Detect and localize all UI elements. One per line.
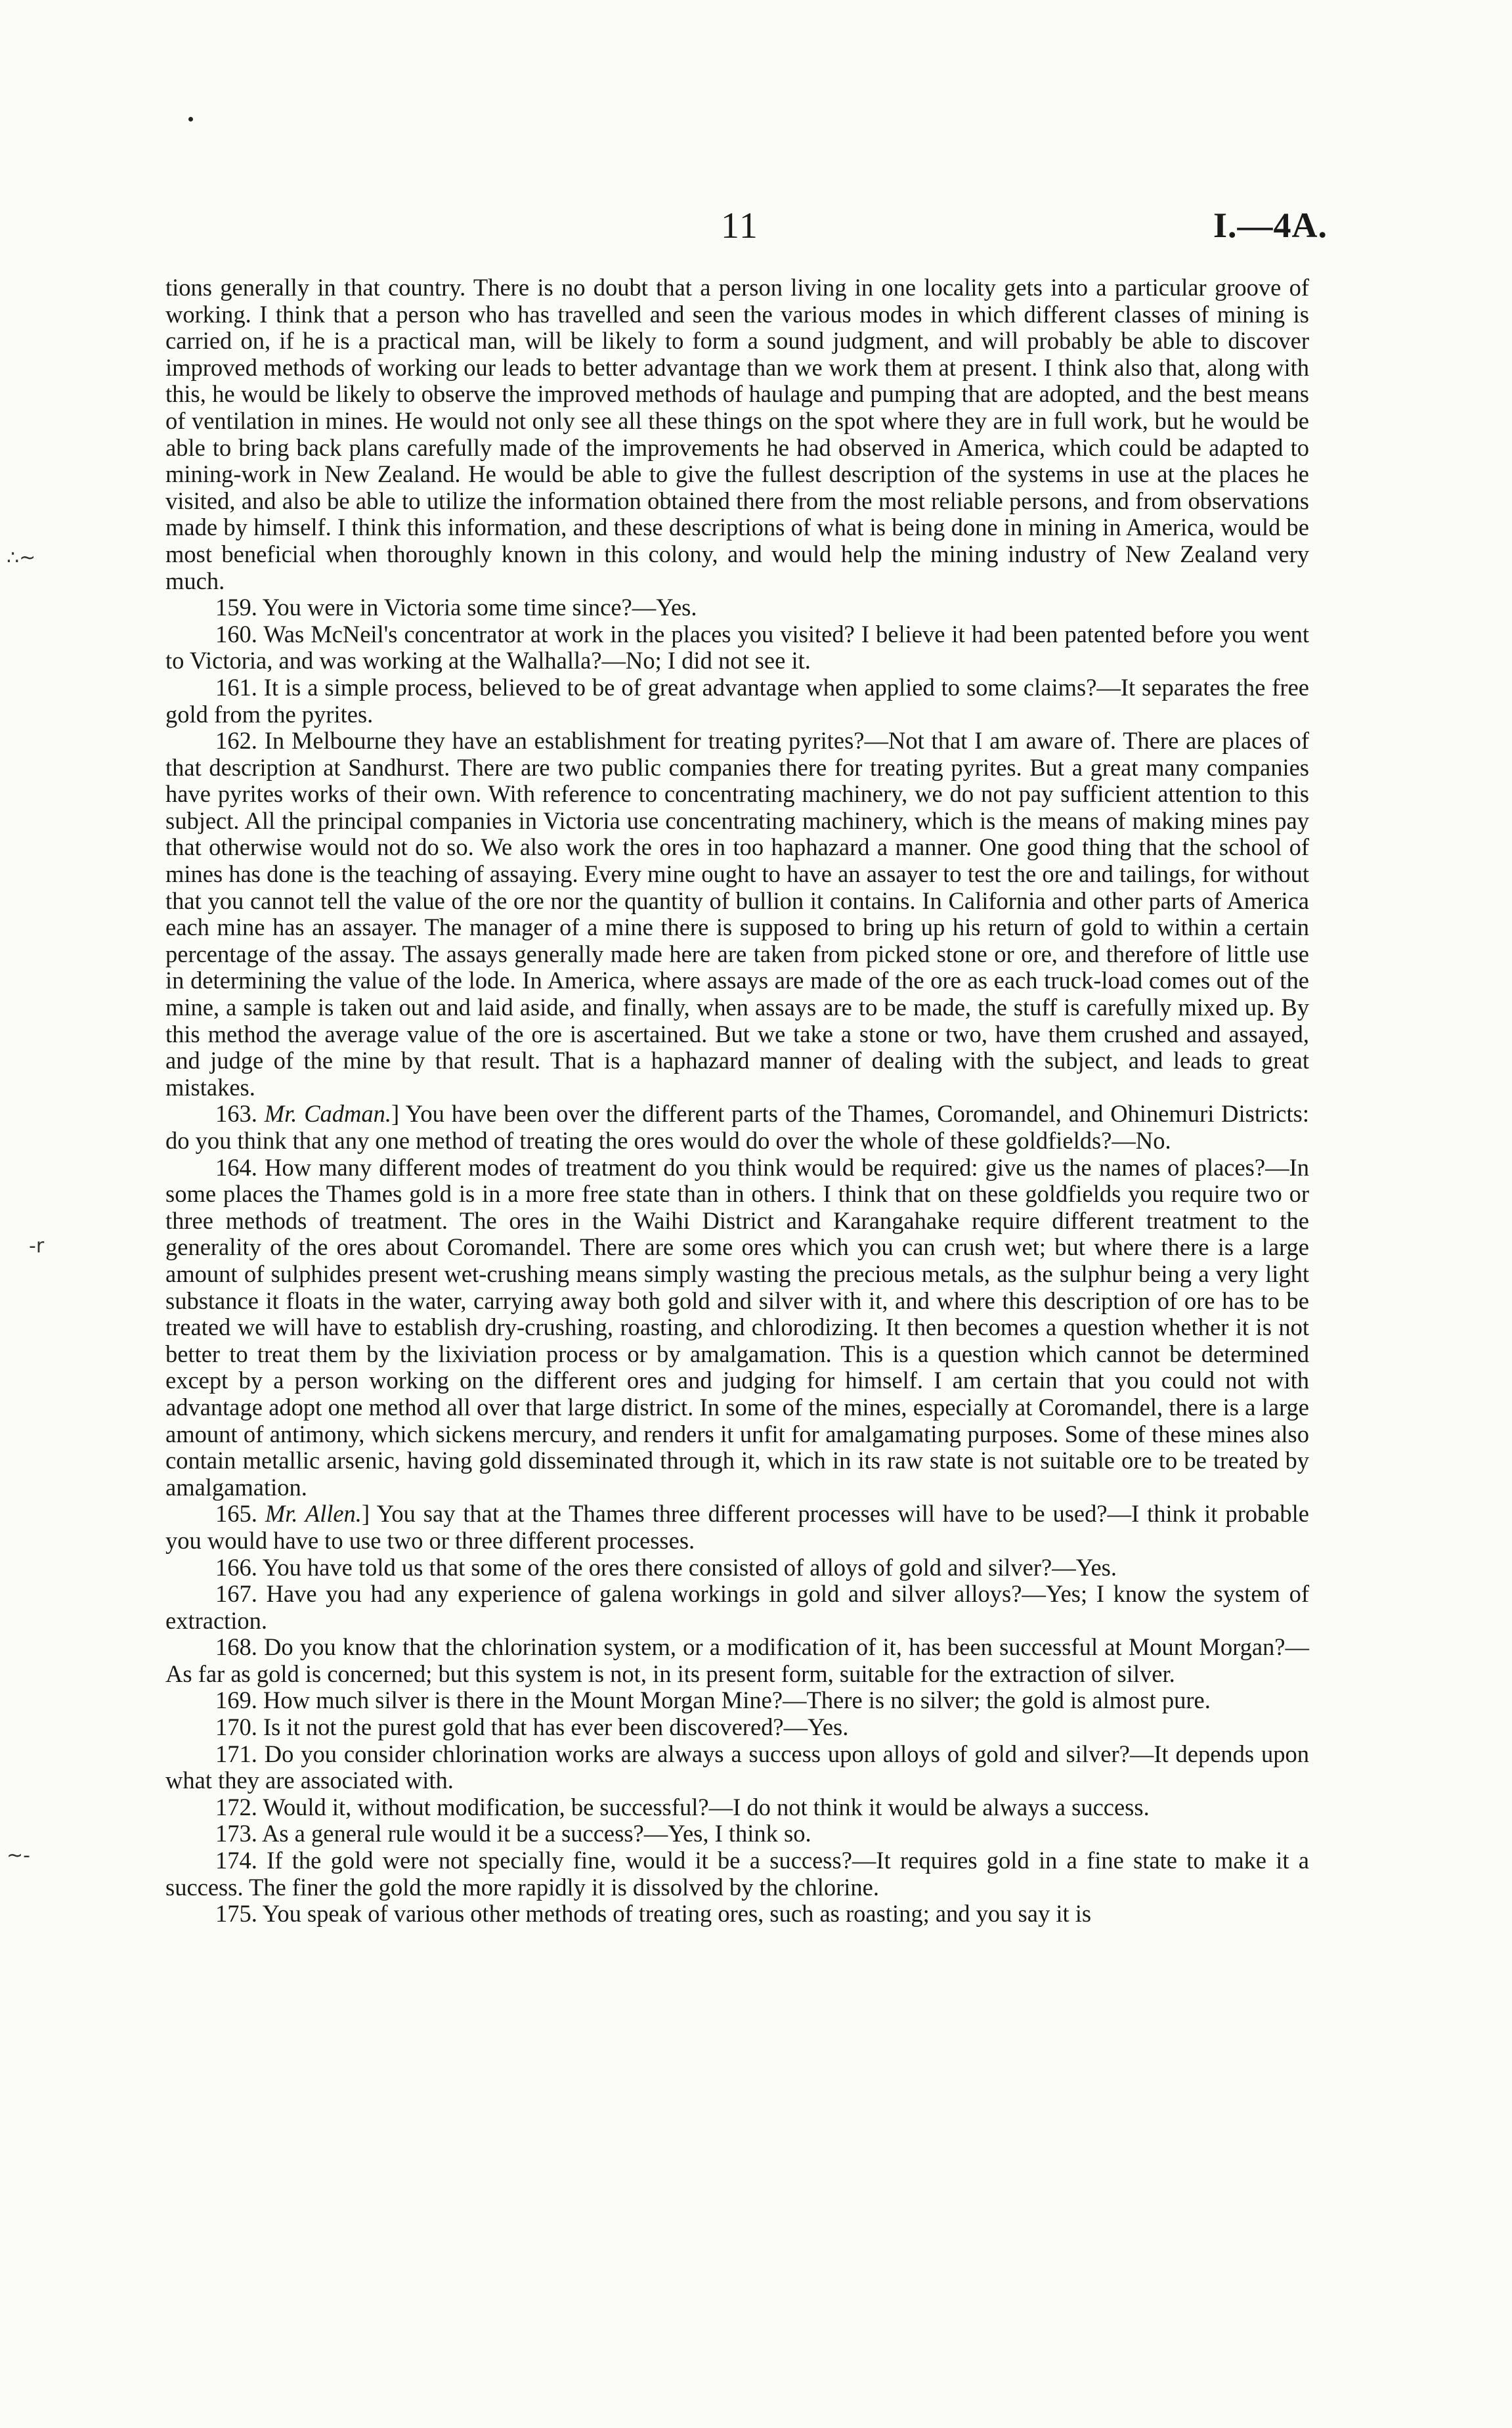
question-159: 159. You were in Victoria some time since?—Yes. <box>215 594 697 621</box>
question-number: 163. <box>215 1100 257 1128</box>
question-165 <box>165 1501 1309 1554</box>
question-175: 175. You speak of various other methods of treating ores, such as roasting; and you say it is <box>215 1900 1092 1928</box>
question-174: 174. If the gold were not specially fine, would it be a success?—It requires gold in a fine state to make it a success. The finer the gold the more rapidly it is dissolved by the chlorine. <box>165 1847 1309 1901</box>
page-header <box>0 205 1512 257</box>
page-number: 11 <box>721 206 759 246</box>
speaker-name: Mr. Cadman. <box>264 1100 392 1128</box>
question-171: 171. Do you consider chlorination works are always a success upon alloys of gold and silver?—It depends upon what they are associated with. <box>165 1740 1309 1794</box>
margin-mark: ~- <box>7 1844 30 1867</box>
question-170: 170. Is it not the purest gold that has ever been discovered?—Yes. <box>215 1713 849 1741</box>
margin-mark: -r <box>29 1235 45 1258</box>
question-161: 161. It is a simple process, believed to be of great advantage when applied to some claims?—It separates the free gold from the pyrites. <box>165 673 1309 728</box>
question-168: 168. Do you know that the chlorination system, or a modification of it, has been successful at Mount Morgan?—As far as gold is concerned; but this system is not, in its present form, suitable for the extraction of silver. <box>165 1633 1309 1687</box>
page-reference: I.—4A. <box>1213 206 1328 245</box>
question-173: 173. As a general rule would it be a success?—Yes, I think so. <box>215 1820 811 1847</box>
question-169: 169. How much silver is there in the Mount Morgan Mine?—There is no silver; the gold is almost pure. <box>215 1687 1211 1714</box>
question-text: ] You have been over the different parts of the Thames, Coromandel, and Ohinemuri Districts: do you think that any one method of treating the ores would do over the whole of these goldfields?—No. <box>165 1100 1309 1154</box>
speck-mark <box>188 117 193 121</box>
question-number: 165. <box>215 1500 257 1528</box>
question-text: ] You say that at the Thames three different processes will have to be used?—I think it probable you would have to use two or three different processes. <box>165 1500 1310 1554</box>
question-167: 167. Have you had any experience of galena workings in gold and silver alloys?—Yes; I know the system of extraction. <box>165 1580 1309 1634</box>
question-163 <box>165 1101 1309 1154</box>
question-160: 160. Was McNeil's concentrator at work in the places you visited? I believe it had been patented before you went to Victoria, and was working at the Walhalla?—No; I did not see it. <box>165 620 1309 674</box>
paragraph-continuation: tions generally in that country. There is no doubt that a person living in one locality gets into a particular groove of working. I think that a person who has travelled and seen the various modes in which different classes of mining is carried on, if he is a practical man, will be likely to form a sound judgment, and will probably be able to discover improved methods of working our leads to better advantage than we work them at present. I think also that, along with this, he would be likely to observe the improved methods of haulage and pumping that are adopted, and the best means of ventilation in mines. He would not only see all these things on the spot where they are in full work, but he would be able to bring back plans carefully made of the improvements he had observed in America, which could be adapted to mining-work in New Zealand. He would be able to give the fullest description of the systems in use at the places he visited, and also be able to utilize the information obtained there from the most reliable persons, and from observations made by himself. I think this information, and these descriptions of what is being done in mining in America, would be most beneficial when thoroughly known in this colony, and would help the mining industry of New Zealand very much. <box>165 274 1309 594</box>
question-162: 162. In Melbourne they have an establishment for treating pyrites?—Not that I am aware of. There are places of that description at Sandhurst. There are two public companies there for treating pyrites. But a great many companies have pyrites works of their own. With reference to concentrating machinery, we do not pay sufficient attention to this subject. All the principal companies in Victoria use concentrating machinery, which is the means of making mines pay that otherwise would not do so. We also work the ores in too haphazard a manner. One good thing that the school of mines has done is the teaching of assaying. Every mine ought to have an assayer to test the ore and tailings, for without that you cannot tell the value of the ore nor the quantity of bullion it contains. In California and other parts of America each mine has an assayer. The manager of a mine there is supposed to bring up his return of gold to within a certain percentage of the assay. The assays generally made here are taken from picked stone or ore, and therefore of little use in determining the value of the lode. In America, where assays are made of the ore as each truck-load comes out of the mine, a sample is taken out and laid aside, and finally, when assays are to be made, the stuff is carefully mixed up. By this method the average value of the ore is ascertained. But we take a stone or two, have them crushed and assayed, and judge of the mine by that result. That is a haphazard manner of dealing with the subject, and leads to great mistakes. <box>165 727 1309 1101</box>
speaker-name: Mr. Allen. <box>265 1500 362 1528</box>
question-164: 164. How many different modes of treatment do you think would be required: give us the names of places?—In some places the Thames gold is in a more free state than in others. I think that on these goldfields you require two or three methods of treatment. The ores in the Waihi District and Karangahake require different treatment to the generality of the ores about Coromandel. There are some ores which you can crush wet; but where there is a large amount of sulphides present wet-crushing means simply wasting the precious metals, as the sulphur being a very light substance it floats in the water, carrying away both gold and silver with it, and where this description of ore has to be treated we will have to establish dry-crushing, roasting, and chlorodizing. It then becomes a question whether it is not better to treat them by the lixiviation process or by amalgamation. This is a question which cannot be determined except by a person working on the different ores and judging for himself. I am certain that you could not with advantage adopt one method all over that large district. In some of the mines, especially at Coromandel, there is a large amount of antimony, which sickens mercury, and renders it unfit for amalgamating purposes. Some of these mines also contain metallic arsenic, having gold disseminated through it, which in its raw state is not suitable ore to be treated by amalgamation. <box>165 1153 1309 1501</box>
question-166: 166. You have told us that some of the ores there consisted of alloys of gold and silver?—Yes. <box>215 1553 1117 1581</box>
body-text <box>165 275 1309 1928</box>
question-172: 172. Would it, without modification, be successful?—I do not think it would be always a success. <box>215 1793 1150 1821</box>
margin-mark: ∴~ <box>7 546 36 569</box>
